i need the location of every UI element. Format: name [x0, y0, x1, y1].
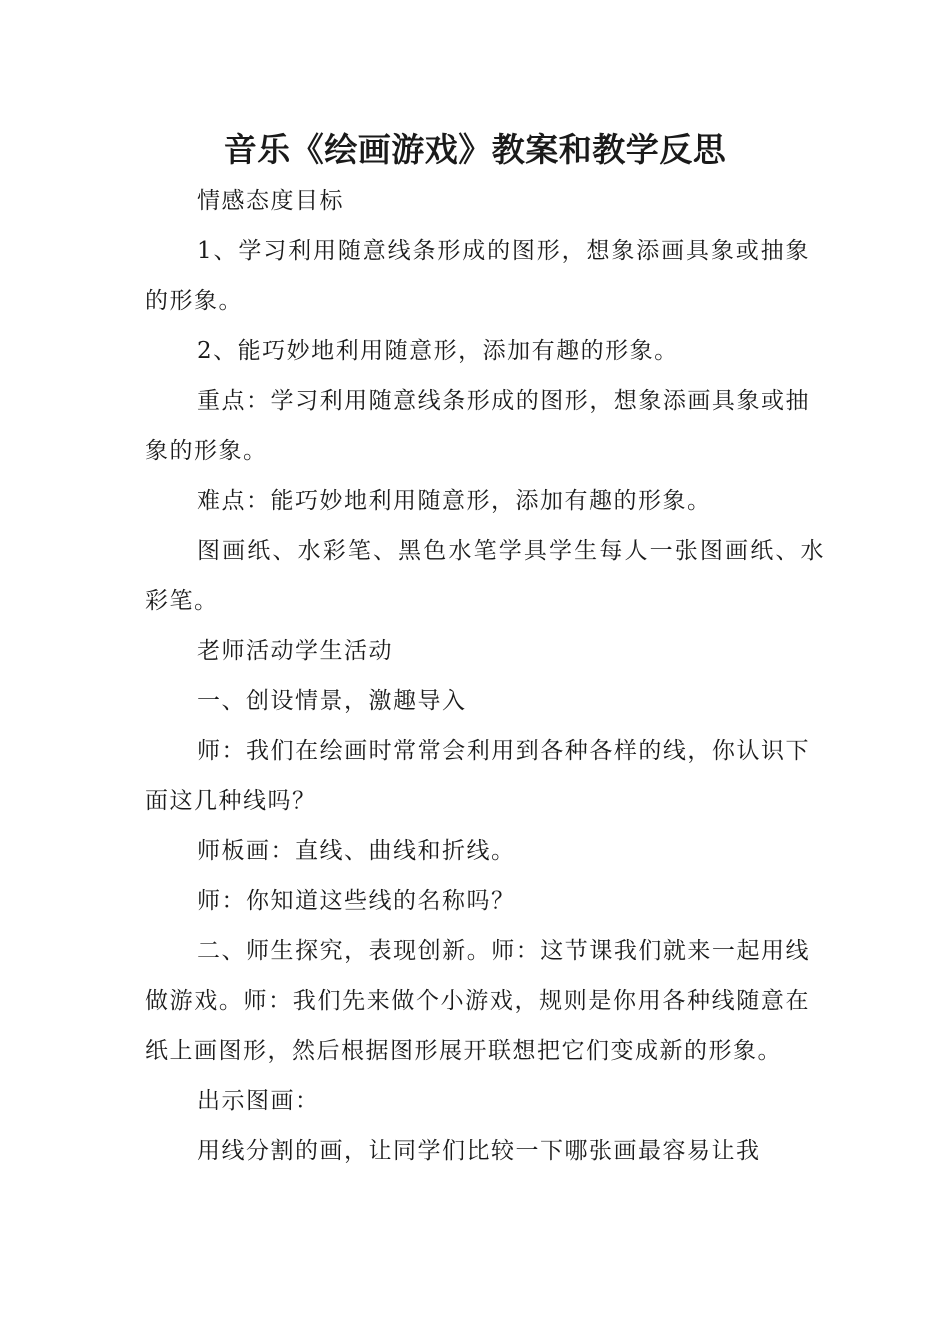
- paragraph: 师：我们在绘画时常常会利用到各种各样的线，你认识下面这几种线吗？: [145, 738, 810, 814]
- paragraph: 2、能巧妙地利用随意形，添加有趣的形象。: [197, 338, 679, 364]
- paragraph: 难点：能巧妙地利用随意形，添加有趣的形象。: [197, 488, 712, 514]
- document-title: 音乐《绘画游戏》教案和教学反思: [223, 130, 727, 169]
- paragraph: 老师活动学生活动: [197, 638, 393, 664]
- paragraph: 师：你知道这些线的名称吗？: [197, 888, 516, 914]
- paragraph: 二、师生探究，表现创新。师：这节课我们就来一起用线做游戏。师：我们先来做个小游戏，规则是你用各种线随意在纸上画图形，然后根据图形展开联想把它们变成新的形象。: [145, 938, 810, 1064]
- paragraph: 用线分割的画，让同学们比较一下哪张画最容易让我: [197, 1138, 761, 1164]
- paragraph: 出示图画：: [197, 1088, 320, 1114]
- document-body: [145, 176, 825, 1176]
- paragraph: 师板画：直线、曲线和折线。: [197, 838, 516, 864]
- paragraph: 1、学习利用随意线条形成的图形，想象添画具象或抽象的形象。: [145, 238, 810, 314]
- paragraph: 图画纸、水彩笔、黑色水笔学具学生每人一张图画纸、水彩笔。: [145, 538, 825, 614]
- paragraph: 重点：学习利用随意线条形成的图形，想象添画具象或抽象的形象。: [145, 388, 810, 464]
- paragraph: 一、创设情景，激趣导入: [197, 688, 467, 714]
- paragraph: 情感态度目标: [197, 188, 344, 214]
